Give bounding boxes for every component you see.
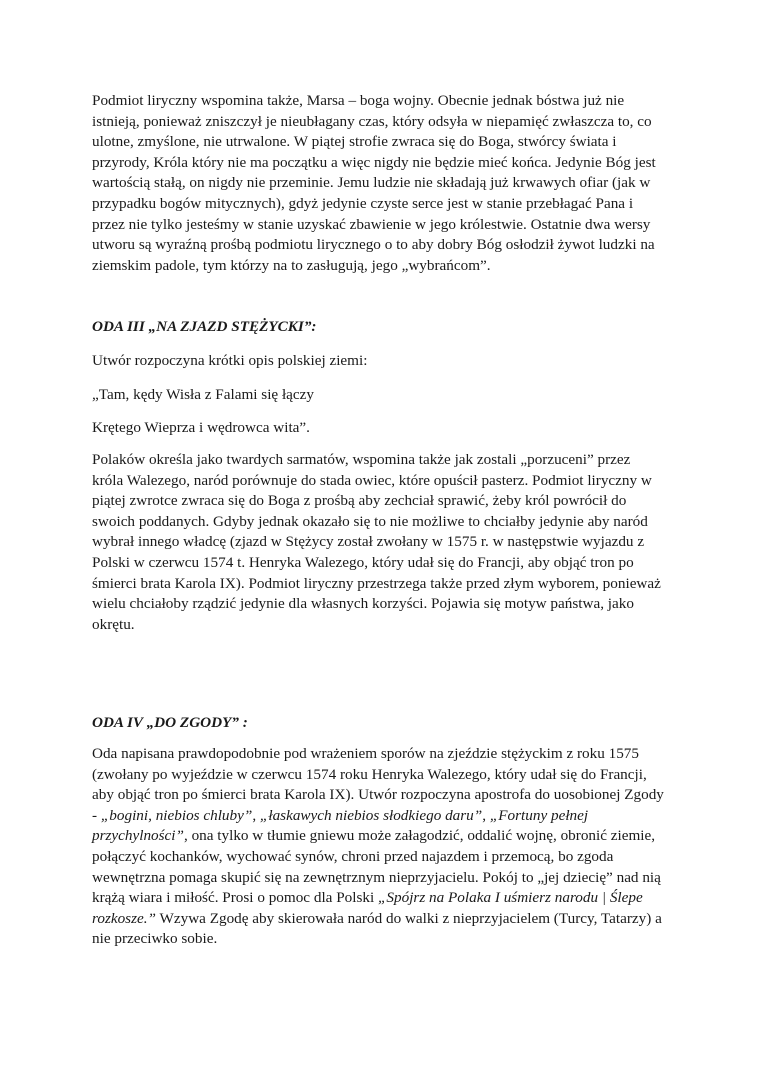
- text-line: połączyć kochanków, wychować synów, chroni przed najazdem i przemocą, bo zgoda: [92, 847, 614, 865]
- text-line: [92, 826, 672, 847]
- quote-line-1: „Tam, kędy Wisła z Falami się łączy: [92, 386, 314, 403]
- paragraph-oda-4: [92, 744, 672, 950]
- paragraph-marsa: [92, 91, 672, 276]
- paragraph-oda-3: [92, 450, 672, 635]
- text-line: swoich poddanych. Gdyby jednak okazało się to nie możliwe to chciałby jedynie aby naród: [92, 512, 648, 530]
- separator: ,: [252, 806, 260, 824]
- text-run: , ona tylko w tłumie gniewu może załagodzić, oddalić wojnę, obronić ziemie,: [183, 827, 656, 845]
- text-line: śmierci brata Karola IX). Podmiot liryczny przestrzega także przed złym wyborem, ponieważ: [92, 574, 661, 592]
- text-line: istnieją, ponieważ zniszczył je nieubłagany czas, który odsyła w niepamięć zwłaszcza to, co: [92, 112, 652, 130]
- text-line: (zwołany po wyjeździe w czerwcu 1574 roku Henryka Walezego, który udał się do Francji,: [92, 765, 647, 783]
- quote-line-2: Krętego Wieprza i wędrowca wita”.: [92, 419, 310, 436]
- text-line: wybrał innego władcę (zjazd w Stężycy został zwołany w 1575 r. w następstwie wyjazdu z: [92, 533, 645, 551]
- text-line: [92, 806, 672, 827]
- text-line: Polski w czerwcu 1574 t. Henryka Walezego, który udał się do Francji, aby objąć tron po: [92, 553, 634, 571]
- text-line: Podmiot liryczny wspomina także, Marsa – boga wojny. Obecnie jednak bóstwa już nie: [92, 92, 625, 109]
- text-line: okrętu.: [92, 615, 135, 633]
- text-line: Oda napisana prawdopodobnie pod wrażeniem sporów na zjeździe stężyckim z roku 1575: [92, 745, 639, 762]
- text-line: ulotne, zmyślone, nie utrwalone. W piątej strofie zwraca się do Boga, stwórcy świata i: [92, 133, 617, 151]
- text-line: nie przeciwko sobie.: [92, 930, 218, 948]
- heading-oda-3: ODA III „NA ZJAZD STĘŻYCKI”:: [92, 318, 317, 335]
- separator: ,: [482, 806, 490, 824]
- text-run: krążą wiara i miłość. Prosi o pomoc dla Polski: [92, 889, 378, 907]
- quote-italic: rozkosze.”: [92, 909, 156, 927]
- quote-italic: przychylności”: [92, 827, 184, 845]
- text-line: [92, 888, 672, 909]
- text-run: Wzywa Zgodę aby skierowała naród do walki z nieprzyjacielem (Turcy, Tatarzy) a: [156, 909, 662, 927]
- text-line: Polaków określa jako twardych sarmatów, wspomina także jak zostali „porzuceni” przez: [92, 451, 631, 468]
- text-line: utworu są wyraźną prośbą podmiotu lirycznego o to aby dobry Bóg osłodził żywot ludzki na: [92, 236, 655, 254]
- text-line: wielu chciałoby rządzić jedynie dla własnych korzyści. Pojawia się motyw państwa, jako: [92, 595, 634, 613]
- text-line: wewnętrzna pomaga skupić się na zewnętrznym nieprzyjacielu. Pokój to „jej dziecię” nad nią: [92, 868, 661, 886]
- text-line: wartością stałą, on nigdy nie przeminie. Jemu ludzie nie składają już krwawych ofiar (jak w: [92, 174, 651, 192]
- intro-oda-3: Utwór rozpoczyna krótki opis polskiej ziemi:: [92, 352, 368, 369]
- text-line: przez nie tylko jesteśmy w stanie uzyskać zbawienie w jego królestwie. Ostatnie dwa wersy: [92, 215, 651, 233]
- text-line: [92, 909, 672, 930]
- quote-italic: „łaskawych niebios słodkiego daru”: [259, 806, 483, 824]
- text-line: ziemskim padole, tym którzy na to zasługują, jego „wybrańcom”.: [92, 256, 491, 274]
- heading-oda-4: ODA IV „DO ZGODY” :: [92, 714, 248, 731]
- text-line: króla Walezego, naród porównuje do stada owiec, które opuścił pasterz. Podmiot liryczny w: [92, 471, 652, 489]
- text-line: przypadku bogów mitycznych), gdyż jedynie czyste serce jest w stanie przebłagać Pana i: [92, 194, 634, 212]
- text-line: piątej zwrotce zwraca się do Boga z prośbą aby zechciał sprawić, żeby król powrócił do: [92, 492, 627, 510]
- quote-italic: „Fortuny pełnej: [489, 806, 589, 824]
- quote-italic: „bogini, niebios chluby”: [100, 806, 253, 824]
- dash: -: [92, 806, 101, 824]
- text-line: przyrody, Króla który nie ma początku a więc nigdy nie będzie mieć końca. Jedynie Bóg jest: [92, 153, 656, 171]
- text-line: aby objąć tron po śmierci brata Karola IX). Utwór rozpoczyna apostrofa do uosobionej Zgody: [92, 786, 664, 804]
- quote-italic: „Spójrz na Polaka I uśmierz narodu | Ślepe: [377, 889, 643, 907]
